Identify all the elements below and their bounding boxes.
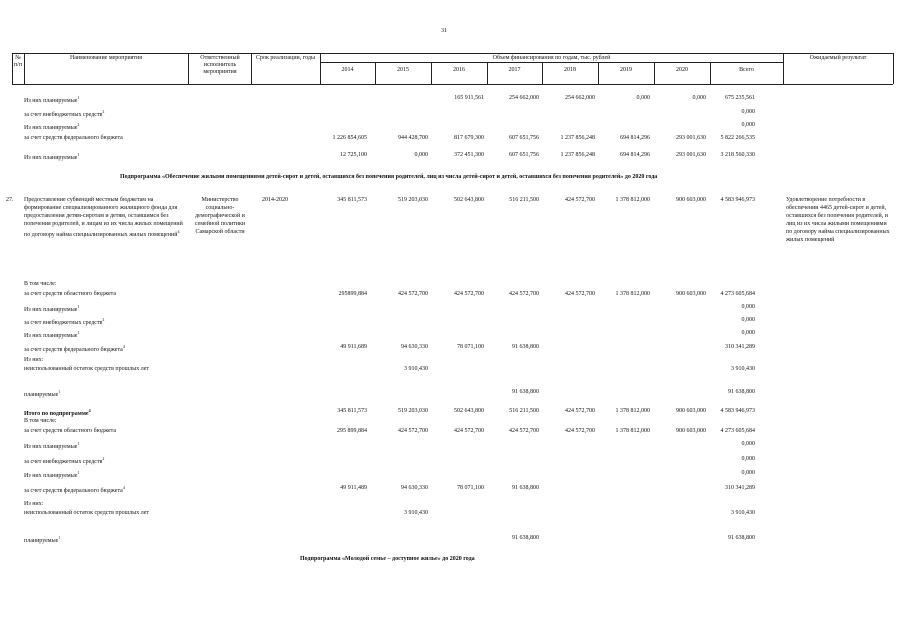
subprogram-title: Подпрограмма «Молодой семье – доступное жилье» до 2020 года (300, 556, 475, 562)
item-period: 2014-2020 (262, 197, 288, 203)
cell-value: 372 451,300 (454, 152, 484, 158)
footnote-mark: 4 (177, 229, 180, 234)
cell-value: 424 572,700 (454, 428, 484, 434)
page-number: 31 (441, 28, 447, 34)
header-top-border (12, 53, 893, 54)
cell-value: 0,000 (741, 470, 755, 476)
cell-value: 3 910,430 (731, 366, 755, 372)
cell-value: 519 203,030 (398, 197, 428, 203)
cell-value: 1 237 856,248 (560, 152, 595, 158)
header-year: 2020 (676, 67, 688, 73)
header-year: 2015 (397, 67, 409, 73)
cell-value: 12 725,100 (340, 152, 367, 158)
footnote-mark: 1 (58, 535, 61, 540)
cell-value: 424 572,700 (398, 291, 428, 297)
cell-value: 0,000 (692, 95, 706, 101)
cell-value: 94 630,330 (401, 485, 428, 491)
cell-value: 502 643,800 (454, 197, 484, 203)
cell-value: 424 572,700 (398, 428, 428, 434)
header-year: 2017 (508, 67, 521, 73)
item-result: Удовлетворение потребности в обеспечении 4465 детей-сирот и детей, оставшихся без попечения родителей, и лиц из их числа жилыми помещениями по договору найма специализированных жилых помещений (786, 197, 890, 243)
cell-value: 94 630,330 (401, 344, 428, 350)
header-year: Всего (739, 67, 754, 73)
header-column-divider (893, 53, 894, 84)
header-num: № п/п (13, 55, 23, 68)
cell-value: 0,000 (741, 330, 755, 336)
cell-value: 424 572,700 (565, 197, 595, 203)
row-label: Из них: (24, 501, 44, 507)
footnote-mark: 1 (77, 330, 80, 335)
cell-value: 516 211,500 (509, 197, 539, 203)
row-label: Из них планируемые$^1$ (24, 152, 80, 161)
footnote-mark: 2 (102, 109, 105, 114)
footnote-mark: 4 (88, 408, 91, 413)
cell-value: 607 651,756 (509, 152, 539, 158)
cell-value: 345 811,573 (337, 197, 367, 203)
cell-value: 254 662,000 (509, 95, 539, 101)
cell-value: 424 572,700 (509, 291, 539, 297)
row-label: планируемые$^1$ (24, 535, 61, 544)
cell-value: 4 273 605,684 (720, 291, 755, 297)
footnote-mark: 2 (102, 456, 105, 461)
footnote-mark: 2 (77, 122, 80, 127)
cell-value: 675 235,561 (725, 95, 755, 101)
row-label: Из них планируемые$^1$ (24, 95, 80, 104)
cell-value: 91 638,800 (512, 485, 539, 491)
cell-value: 4 583 946,973 (720, 197, 755, 203)
cell-value: 1 378 812,000 (615, 428, 650, 434)
cell-value: 78 071,100 (457, 485, 484, 491)
footnote-mark: 1 (77, 441, 80, 446)
cell-value: 4 583 946,973 (720, 408, 755, 414)
cell-value: 3 910,430 (731, 510, 755, 516)
cell-value: 49 911,489 (340, 485, 367, 491)
cell-value: 424 572,700 (565, 408, 595, 414)
cell-value: 0,000 (741, 304, 755, 310)
header-year: 2018 (564, 67, 576, 73)
cell-value: 91 638,800 (728, 389, 755, 395)
item-number: 27. (6, 197, 14, 203)
row-label: за счет средств областного бюджета (24, 428, 117, 434)
cell-value: 0,000 (414, 152, 428, 158)
cell-value: 516 211,500 (509, 408, 539, 414)
footnote-mark: 1 (77, 304, 80, 309)
footnote-mark: 1 (58, 389, 61, 394)
cell-value: 3 910,430 (404, 366, 428, 372)
row-label: за счет средств федерального бюджета$^4$ (24, 485, 125, 494)
header-result: Ожидаемый результат (809, 55, 867, 61)
row-label: Из них планируемые$^1$ (24, 330, 80, 339)
cell-value: 1 378 812,000 (615, 408, 650, 414)
header-period: Срок реализации, годы (256, 55, 315, 61)
cell-value: 49 911,689 (340, 344, 367, 350)
row-label: В том числе: (24, 418, 57, 424)
row-label: Из них планируемые$^1$ (24, 470, 80, 479)
row-label: Предоставление субвенций местным бюджетам на формирование специализированного жилищного фонда для предоставления детям-сиротам и детям, оставшимся без попечения родителей, и лицам из их числа жилых помещений по договору найма специализированных жилых помещений$^4$ (24, 197, 183, 238)
header-year: 2019 (620, 67, 632, 73)
row-label: неиспользованный остаток средств прошлых лет (24, 510, 150, 516)
cell-value: 0,000 (741, 456, 755, 462)
row-label: за счет средств областного бюджета (24, 291, 117, 297)
cell-value: 0,000 (636, 95, 650, 101)
footnote-mark: 1 (77, 152, 80, 157)
cell-value: 424 572,700 (509, 428, 539, 434)
cell-value: 165 911,561 (454, 95, 484, 101)
cell-value: 0,000 (741, 109, 755, 115)
cell-value: 944 428,700 (398, 135, 428, 141)
cell-value: 1 378 812,000 (615, 291, 650, 297)
cell-value: 293 001,630 (676, 152, 706, 158)
cell-value: 91 638,800 (512, 389, 539, 395)
cell-value: 3 218 560,330 (720, 152, 755, 158)
cell-value: 817 679,300 (454, 135, 484, 141)
row-label: за счет средств федерального бюджета (24, 135, 123, 141)
cell-value: 1 237 856,248 (560, 135, 595, 141)
cell-value: 900 603,000 (676, 291, 706, 297)
row-label: Из них планируемые$^1$ (24, 441, 80, 450)
cell-value: 1 226 854,605 (332, 135, 367, 141)
cell-value: 4 273 605,684 (720, 428, 755, 434)
footnote-mark: 4 (122, 344, 125, 349)
cell-value: 254 662,000 (565, 95, 595, 101)
cell-value: 1 378 812,000 (615, 197, 650, 203)
row-label: планируемые$^1$ (24, 389, 61, 398)
row-label: за счет внебюджетных средств$^2$ (24, 317, 105, 326)
cell-value: 519 203,030 (398, 408, 428, 414)
footnote-mark: 1 (77, 470, 80, 475)
cell-value: 0,000 (741, 317, 755, 323)
header-funding: Объем финансирования по годам, тыс. рублей (492, 55, 611, 61)
cell-value: 424 572,700 (454, 291, 484, 297)
cell-value: 3 910,430 (404, 510, 428, 516)
cell-value: 310 341,289 (725, 344, 755, 350)
cell-value: 295899,884 (338, 291, 367, 297)
cell-value: 694 814,296 (620, 152, 650, 158)
row-label: за счет внебюджетных средств$^2$ (24, 109, 105, 118)
item-executor: Министерство социально-демографической и семейной политики Самарской области (194, 197, 246, 235)
footnote-mark: 1 (77, 95, 80, 100)
cell-value: 5 822 266,535 (720, 135, 755, 141)
cell-value: 345 811,573 (337, 408, 367, 414)
footnote-mark: 4 (122, 485, 125, 490)
header-bottom-border (12, 84, 893, 85)
subprogram-title: Подпрограмма «Обеспечение жилыми помещениями детей-сирот и детей, оставшихся без попечения родителей, лиц из числа детей-сирот и детей, оставшихся без попечения родителей» до 2020 года (120, 174, 658, 180)
cell-value: 900 603,000 (676, 428, 706, 434)
cell-value: 91 638,800 (512, 535, 539, 541)
cell-value: 424 572,700 (565, 428, 595, 434)
cell-value: 293 001,630 (676, 135, 706, 141)
cell-value: 310 341,289 (725, 485, 755, 491)
header-year: 2014 (341, 67, 354, 73)
cell-value: 0,000 (741, 441, 755, 447)
cell-value: 91 638,800 (728, 535, 755, 541)
row-label: Из них планируемые$^2$ (24, 122, 80, 131)
row-label: неиспользованный остаток средств прошлых лет (24, 366, 150, 372)
row-label: Из них: (24, 357, 44, 363)
row-label: за счет средств федерального бюджета$^4$ (24, 344, 125, 353)
cell-value: 502 643,800 (454, 408, 484, 414)
cell-value: 78 071,100 (457, 344, 484, 350)
row-label: за счет внебюджетных средств$^2$ (24, 456, 105, 465)
cell-value: 900 603,000 (676, 197, 706, 203)
header-executor: Ответственный исполнитель мероприятия (200, 55, 240, 75)
cell-value: 694 814,296 (620, 135, 650, 141)
row-label: В том числе: (24, 281, 57, 287)
cell-value: 91 638,800 (512, 344, 539, 350)
cell-value: 424 572,700 (565, 291, 595, 297)
footnote-mark: 2 (102, 317, 105, 322)
header-year: 2016 (453, 67, 465, 73)
cell-value: 900 603,000 (676, 408, 706, 414)
row-label: Из них планируемые$^1$ (24, 304, 80, 313)
row-label: Итого по подпрограмме$^4$ (24, 408, 91, 417)
cell-value: 0,000 (741, 122, 755, 128)
header-name: Наименование мероприятия (69, 55, 143, 61)
funding-divider (320, 62, 783, 63)
cell-value: 295 899,884 (337, 428, 367, 434)
cell-value: 607 651,756 (509, 135, 539, 141)
